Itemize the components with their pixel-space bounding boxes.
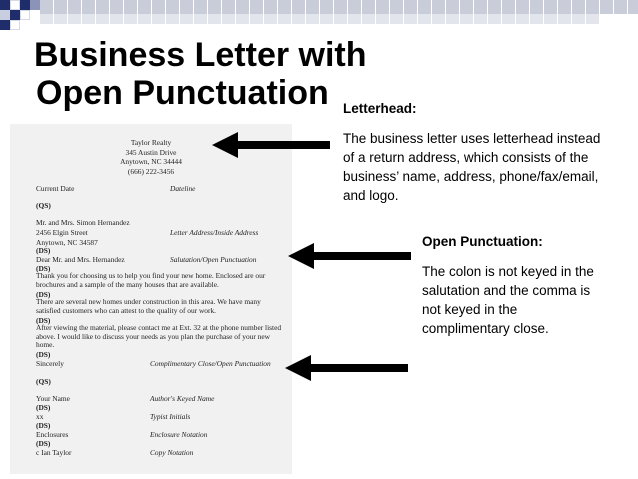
- spacing-note: (DS): [36, 439, 51, 448]
- author-name: Your Name: [36, 394, 70, 403]
- letterhead-note-heading: Letterhead:: [343, 101, 417, 116]
- body-paragraph: After viewing the material, please contact me at Ext. 32 at the phone number listed above. I would like to discuss your needs as you plan the purchase of your new home.: [36, 323, 282, 350]
- date-label: Dateline: [170, 184, 196, 193]
- inside-address-line: Mr. and Mrs. Simon Hernandez: [36, 218, 130, 227]
- salutation-line: Dear Mr. and Mrs. Hernandez: [36, 255, 125, 264]
- spacing-note: (DS): [36, 290, 51, 299]
- inside-address-line: Anytown, NC 34587: [36, 238, 98, 247]
- sample-letter: [10, 124, 292, 474]
- enclosure-notation-label: Enclosure Notation: [150, 430, 208, 439]
- arrow-left-icon: [212, 130, 332, 160]
- arrow-left-icon: [288, 241, 413, 271]
- corner-square-pattern: [0, 0, 638, 36]
- complimentary-close-label: Complimentary Close/Open Punctuation: [150, 359, 271, 368]
- letterhead-note-text: The business letter uses letterhead instead of a return address, which consists of the business’ name, address, phone/fax/email, and logo.: [343, 131, 601, 203]
- arrow-left-icon: [285, 353, 410, 383]
- letterhead-line: (666) 222-3456: [127, 166, 175, 176]
- spacing-note: (DS): [36, 316, 51, 325]
- enclosure-notation: Enclosures: [36, 430, 69, 439]
- slide-title-line1: Business Letter with: [34, 36, 367, 74]
- copy-notation-label: Copy Notation: [150, 448, 194, 457]
- date-line: Current Date: [36, 184, 75, 193]
- complimentary-close: Sincerely: [36, 359, 64, 368]
- body-paragraph: There are several new homes under construction in this area. We have many satisfied customers who can attest to the quality of our work.: [36, 297, 261, 315]
- spacing-note: (DS): [36, 350, 51, 359]
- letterhead-line: 345 Austin Drive: [125, 147, 177, 157]
- copy-notation: c Ian Taylor: [36, 448, 72, 457]
- inside-address-label: Letter Address/Inside Address: [170, 228, 259, 237]
- body-paragraph: Thank you for choosing us to help you find your new home. Enclosed are our brochures and a sample of the many houses that are available.: [36, 271, 266, 289]
- open-punctuation-note-heading: Open Punctuation:: [422, 234, 543, 249]
- spacing-note: (DS): [36, 403, 51, 412]
- typist-initials: xx: [36, 412, 44, 421]
- spacing-note: (DS): [36, 421, 51, 430]
- author-name-label: Author's Keyed Name: [150, 394, 215, 403]
- spacing-note: (QS): [36, 377, 51, 386]
- letterhead-line: Anytown, NC 34444: [120, 157, 182, 166]
- spacing-note: (DS): [36, 246, 51, 255]
- inside-address-line: 2456 Elgin Street: [36, 228, 88, 237]
- typist-initials-label: Typist Initials: [150, 412, 191, 421]
- slide-title: [34, 36, 367, 112]
- slide-title-line2: Open Punctuation: [36, 74, 329, 112]
- salutation-label: Salutation/Open Punctuation: [170, 255, 257, 264]
- open-punctuation-note-text: The colon is not keyed in the salutation and the comma is not keyed in the complimentary close.: [422, 264, 594, 336]
- spacing-note: (QS): [36, 201, 51, 210]
- letterhead-line: Taylor Realty: [130, 138, 172, 147]
- spacing-note: (DS): [36, 264, 51, 273]
